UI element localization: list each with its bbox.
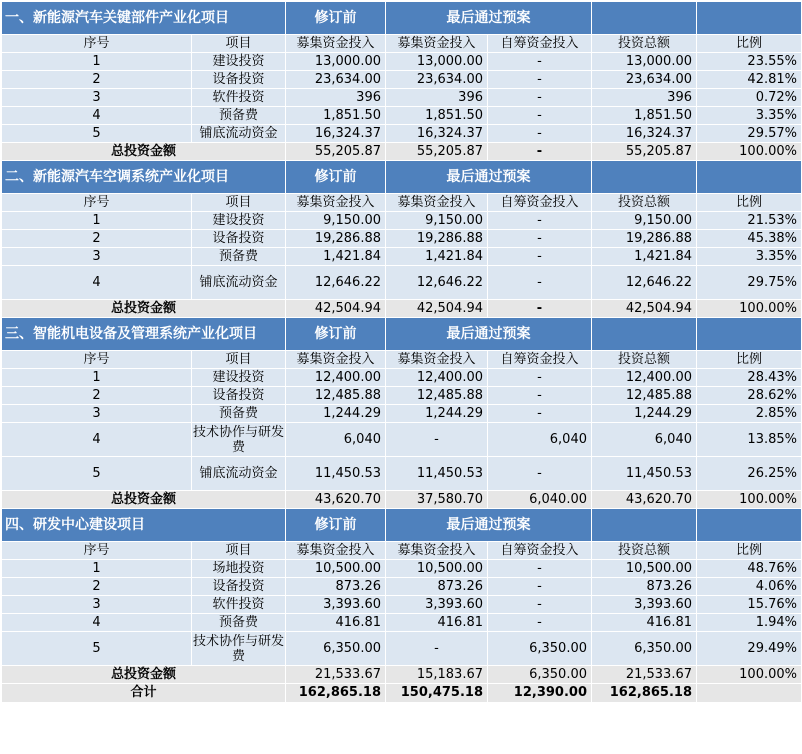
- row-ratio: 4.06%: [697, 578, 802, 596]
- row-ratio: 28.62%: [697, 387, 802, 405]
- row-total: 6,040: [592, 423, 697, 457]
- table-row: [2, 266, 802, 300]
- investment-table-sheet: [1, 1, 802, 703]
- row-self: -: [488, 457, 592, 491]
- row-raised: 1,244.29: [386, 405, 488, 423]
- row-total: 13,000.00: [592, 53, 697, 71]
- row-ratio: 29.49%: [697, 632, 802, 666]
- header-blank-1: [592, 509, 697, 542]
- row-self: -: [488, 560, 592, 578]
- row-item: 预备费: [192, 248, 286, 266]
- row-number: 1: [2, 560, 192, 578]
- row-before: 19,286.88: [286, 230, 386, 248]
- column-header: 项目: [192, 35, 286, 53]
- column-header: 投资总额: [592, 194, 697, 212]
- total-total: 43,620.70: [592, 491, 697, 509]
- column-header: 投资总额: [592, 35, 697, 53]
- row-ratio: 42.81%: [697, 71, 802, 89]
- total-before: 42,504.94: [286, 300, 386, 318]
- total-total: 42,504.94: [592, 300, 697, 318]
- row-total: 1,244.29: [592, 405, 697, 423]
- row-item: 铺底流动资金: [192, 125, 286, 143]
- row-ratio: 13.85%: [697, 423, 802, 457]
- grand-total-label: 合计: [2, 684, 286, 703]
- header-blank-2: [697, 509, 802, 542]
- column-header: 募集资金投入: [286, 351, 386, 369]
- row-item: 建设投资: [192, 212, 286, 230]
- row-item: 铺底流动资金: [192, 457, 286, 491]
- row-total: 12,400.00: [592, 369, 697, 387]
- row-total: 11,450.53: [592, 457, 697, 491]
- column-header: 募集资金投入: [386, 35, 488, 53]
- row-before: 873.26: [286, 578, 386, 596]
- row-number: 1: [2, 369, 192, 387]
- column-header: 投资总额: [592, 351, 697, 369]
- row-ratio: 48.76%: [697, 560, 802, 578]
- row-number: 4: [2, 614, 192, 632]
- row-before: 6,350.00: [286, 632, 386, 666]
- table-row: [2, 387, 802, 405]
- total-raised: 15,183.67: [386, 666, 488, 684]
- column-header: 比例: [697, 35, 802, 53]
- row-total: 9,150.00: [592, 212, 697, 230]
- table-row: [2, 230, 802, 248]
- table-row: [2, 423, 802, 457]
- total-raised: 55,205.87: [386, 143, 488, 161]
- row-number: 2: [2, 230, 192, 248]
- grand-total-row: [2, 684, 802, 703]
- row-ratio: 29.57%: [697, 125, 802, 143]
- row-self: -: [488, 71, 592, 89]
- row-number: 4: [2, 107, 192, 125]
- column-header: 募集资金投入: [286, 194, 386, 212]
- row-before: 16,324.37: [286, 125, 386, 143]
- row-total: 12,485.88: [592, 387, 697, 405]
- row-item: 技术协作与研发费: [192, 633, 284, 664]
- row-total: 16,324.37: [592, 125, 697, 143]
- row-before: 396: [286, 89, 386, 107]
- section-total-row: [2, 491, 802, 509]
- row-raised: 12,646.22: [386, 266, 488, 300]
- column-header: 项目: [192, 351, 286, 369]
- column-header: 比例: [697, 194, 802, 212]
- section-header: [2, 509, 802, 542]
- table-row: [2, 107, 802, 125]
- section-title: 二、新能源汽车空调系统产业化项目: [2, 161, 286, 194]
- header-final: 最后通过预案: [386, 161, 592, 194]
- row-item: 设备投资: [192, 230, 286, 248]
- row-ratio: 28.43%: [697, 369, 802, 387]
- column-header-row: [2, 351, 802, 369]
- row-total: 1,421.84: [592, 248, 697, 266]
- row-before: 6,040: [286, 423, 386, 457]
- header-blank-2: [697, 2, 802, 35]
- row-raised: 10,500.00: [386, 560, 488, 578]
- section-header: [2, 161, 802, 194]
- row-number: 3: [2, 248, 192, 266]
- row-total: 6,350.00: [592, 632, 697, 666]
- row-raised: 12,400.00: [386, 369, 488, 387]
- total-ratio: 100.00%: [697, 143, 802, 161]
- row-raised: 3,393.60: [386, 596, 488, 614]
- row-item: 建设投资: [192, 369, 286, 387]
- grand-ratio: [697, 684, 802, 703]
- row-self: -: [488, 212, 592, 230]
- row-self: -: [488, 230, 592, 248]
- section-header: [2, 318, 802, 351]
- row-ratio: 23.55%: [697, 53, 802, 71]
- row-number: 1: [2, 53, 192, 71]
- total-ratio: 100.00%: [697, 491, 802, 509]
- table-row: [2, 53, 802, 71]
- row-raised: 23,634.00: [386, 71, 488, 89]
- row-before: 10,500.00: [286, 560, 386, 578]
- table-row: [2, 248, 802, 266]
- row-raised: -: [386, 632, 488, 666]
- row-total: 1,851.50: [592, 107, 697, 125]
- column-header: 募集资金投入: [286, 35, 386, 53]
- grand-self: 12,390.00: [488, 684, 592, 703]
- section-total-row: [2, 666, 802, 684]
- row-ratio: 45.38%: [697, 230, 802, 248]
- total-label: 总投资金额: [2, 300, 286, 318]
- row-ratio: 15.76%: [697, 596, 802, 614]
- table-row: [2, 578, 802, 596]
- row-total: 396: [592, 89, 697, 107]
- column-header: 序号: [2, 542, 192, 560]
- row-before: 12,646.22: [286, 266, 386, 300]
- row-raised: 19,286.88: [386, 230, 488, 248]
- total-self: 6,350.00: [488, 666, 592, 684]
- row-ratio: 2.85%: [697, 405, 802, 423]
- row-item: 场地投资: [192, 560, 286, 578]
- row-ratio: 3.35%: [697, 107, 802, 125]
- table-row: [2, 212, 802, 230]
- row-before: 1,421.84: [286, 248, 386, 266]
- row-self: -: [488, 107, 592, 125]
- column-header: 自筹资金投入: [488, 35, 592, 53]
- row-raised: 1,851.50: [386, 107, 488, 125]
- column-header: 比例: [697, 351, 802, 369]
- section-title: 四、研发中心建设项目: [2, 509, 286, 542]
- row-ratio: 0.72%: [697, 89, 802, 107]
- column-header: 项目: [192, 194, 286, 212]
- total-before: 21,533.67: [286, 666, 386, 684]
- row-before: 1,244.29: [286, 405, 386, 423]
- row-raised: -: [386, 423, 488, 457]
- row-total: 416.81: [592, 614, 697, 632]
- column-header: 自筹资金投入: [488, 351, 592, 369]
- row-raised: 396: [386, 89, 488, 107]
- row-self: -: [488, 369, 592, 387]
- total-label: 总投资金额: [2, 143, 286, 161]
- section-title: 一、新能源汽车关键部件产业化项目: [2, 2, 286, 35]
- row-item: 建设投资: [192, 53, 286, 71]
- row-before: 13,000.00: [286, 53, 386, 71]
- investment-table: [1, 1, 802, 703]
- row-number: 3: [2, 405, 192, 423]
- row-self: -: [488, 405, 592, 423]
- total-self: 6,040.00: [488, 491, 592, 509]
- column-header-row: [2, 542, 802, 560]
- row-item: 软件投资: [192, 89, 286, 107]
- header-blank-1: [592, 318, 697, 351]
- row-ratio: 3.35%: [697, 248, 802, 266]
- row-number: 5: [2, 125, 192, 143]
- total-total: 55,205.87: [592, 143, 697, 161]
- row-number: 2: [2, 387, 192, 405]
- row-item: 软件投资: [192, 596, 286, 614]
- row-before: 23,634.00: [286, 71, 386, 89]
- grand-before: 162,865.18: [286, 684, 386, 703]
- row-item: 铺底流动资金: [192, 266, 286, 300]
- row-number: 3: [2, 596, 192, 614]
- row-raised: 1,421.84: [386, 248, 488, 266]
- row-raised: 12,485.88: [386, 387, 488, 405]
- grand-raised: 150,475.18: [386, 684, 488, 703]
- table-row: [2, 596, 802, 614]
- row-raised: 16,324.37: [386, 125, 488, 143]
- header-before: 修订前: [286, 318, 386, 351]
- total-raised: 37,580.70: [386, 491, 488, 509]
- header-before: 修订前: [286, 161, 386, 194]
- header-before: 修订前: [286, 2, 386, 35]
- row-ratio: 26.25%: [697, 457, 802, 491]
- row-ratio: 29.75%: [697, 266, 802, 300]
- row-before: 1,851.50: [286, 107, 386, 125]
- section-total-row: [2, 143, 802, 161]
- table-row: [2, 614, 802, 632]
- row-number: 2: [2, 578, 192, 596]
- row-total: 19,286.88: [592, 230, 697, 248]
- column-header-row: [2, 35, 802, 53]
- column-header: 项目: [192, 542, 286, 560]
- row-item: 预备费: [192, 405, 286, 423]
- total-total: 21,533.67: [592, 666, 697, 684]
- header-final: 最后通过预案: [386, 318, 592, 351]
- row-self: -: [488, 578, 592, 596]
- row-before: 12,485.88: [286, 387, 386, 405]
- table-row: [2, 71, 802, 89]
- row-item: 技术协作与研发费: [192, 424, 284, 455]
- row-self: -: [488, 387, 592, 405]
- total-ratio: 100.00%: [697, 666, 802, 684]
- table-row: [2, 369, 802, 387]
- row-self: 6,040: [488, 423, 592, 457]
- row-total: 12,646.22: [592, 266, 697, 300]
- column-header-row: [2, 194, 802, 212]
- row-self: -: [488, 248, 592, 266]
- table-row: [2, 560, 802, 578]
- table-row: [2, 405, 802, 423]
- column-header: 自筹资金投入: [488, 194, 592, 212]
- column-header: 序号: [2, 194, 192, 212]
- row-before: 9,150.00: [286, 212, 386, 230]
- row-raised: 9,150.00: [386, 212, 488, 230]
- row-self: 6,350.00: [488, 632, 592, 666]
- row-number: 3: [2, 89, 192, 107]
- row-before: 12,400.00: [286, 369, 386, 387]
- row-raised: 13,000.00: [386, 53, 488, 71]
- total-ratio: 100.00%: [697, 300, 802, 318]
- row-number: 5: [2, 457, 192, 491]
- header-blank-1: [592, 161, 697, 194]
- table-row: [2, 632, 802, 666]
- row-item: 设备投资: [192, 387, 286, 405]
- header-blank-2: [697, 318, 802, 351]
- row-number: 4: [2, 266, 192, 300]
- column-header: 募集资金投入: [286, 542, 386, 560]
- column-header: 比例: [697, 542, 802, 560]
- row-number: 5: [2, 632, 192, 666]
- column-header: 序号: [2, 351, 192, 369]
- column-header: 序号: [2, 35, 192, 53]
- total-raised: 42,504.94: [386, 300, 488, 318]
- row-self: -: [488, 614, 592, 632]
- table-row: [2, 89, 802, 107]
- total-before: 55,205.87: [286, 143, 386, 161]
- section-header: [2, 2, 802, 35]
- header-blank-2: [697, 161, 802, 194]
- row-self: -: [488, 596, 592, 614]
- column-header: 自筹资金投入: [488, 542, 592, 560]
- row-total: 3,393.60: [592, 596, 697, 614]
- row-number: 1: [2, 212, 192, 230]
- section-title: 三、智能机电设备及管理系统产业化项目: [2, 318, 286, 351]
- row-total: 10,500.00: [592, 560, 697, 578]
- row-number: 2: [2, 71, 192, 89]
- row-ratio: 1.94%: [697, 614, 802, 632]
- row-raised: 416.81: [386, 614, 488, 632]
- row-self: -: [488, 89, 592, 107]
- row-ratio: 21.53%: [697, 212, 802, 230]
- total-label: 总投资金额: [2, 666, 286, 684]
- row-raised: 873.26: [386, 578, 488, 596]
- row-item: 预备费: [192, 614, 286, 632]
- table-row: [2, 125, 802, 143]
- total-before: 43,620.70: [286, 491, 386, 509]
- total-self: -: [488, 143, 592, 161]
- row-before: 3,393.60: [286, 596, 386, 614]
- total-self: -: [488, 300, 592, 318]
- header-blank-1: [592, 2, 697, 35]
- row-raised: 11,450.53: [386, 457, 488, 491]
- section-total-row: [2, 300, 802, 318]
- header-final: 最后通过预案: [386, 509, 592, 542]
- row-total: 23,634.00: [592, 71, 697, 89]
- row-before: 416.81: [286, 614, 386, 632]
- row-number: 4: [2, 423, 192, 457]
- header-final: 最后通过预案: [386, 2, 592, 35]
- row-total: 873.26: [592, 578, 697, 596]
- column-header: 募集资金投入: [386, 542, 488, 560]
- column-header: 募集资金投入: [386, 351, 488, 369]
- row-item: 设备投资: [192, 578, 286, 596]
- total-label: 总投资金额: [2, 491, 286, 509]
- row-self: -: [488, 53, 592, 71]
- table-row: [2, 457, 802, 491]
- header-before: 修订前: [286, 509, 386, 542]
- column-header: 投资总额: [592, 542, 697, 560]
- row-self: -: [488, 125, 592, 143]
- row-before: 11,450.53: [286, 457, 386, 491]
- row-item: 设备投资: [192, 71, 286, 89]
- row-self: -: [488, 266, 592, 300]
- grand-total: 162,865.18: [592, 684, 697, 703]
- column-header: 募集资金投入: [386, 194, 488, 212]
- row-item: 预备费: [192, 107, 286, 125]
